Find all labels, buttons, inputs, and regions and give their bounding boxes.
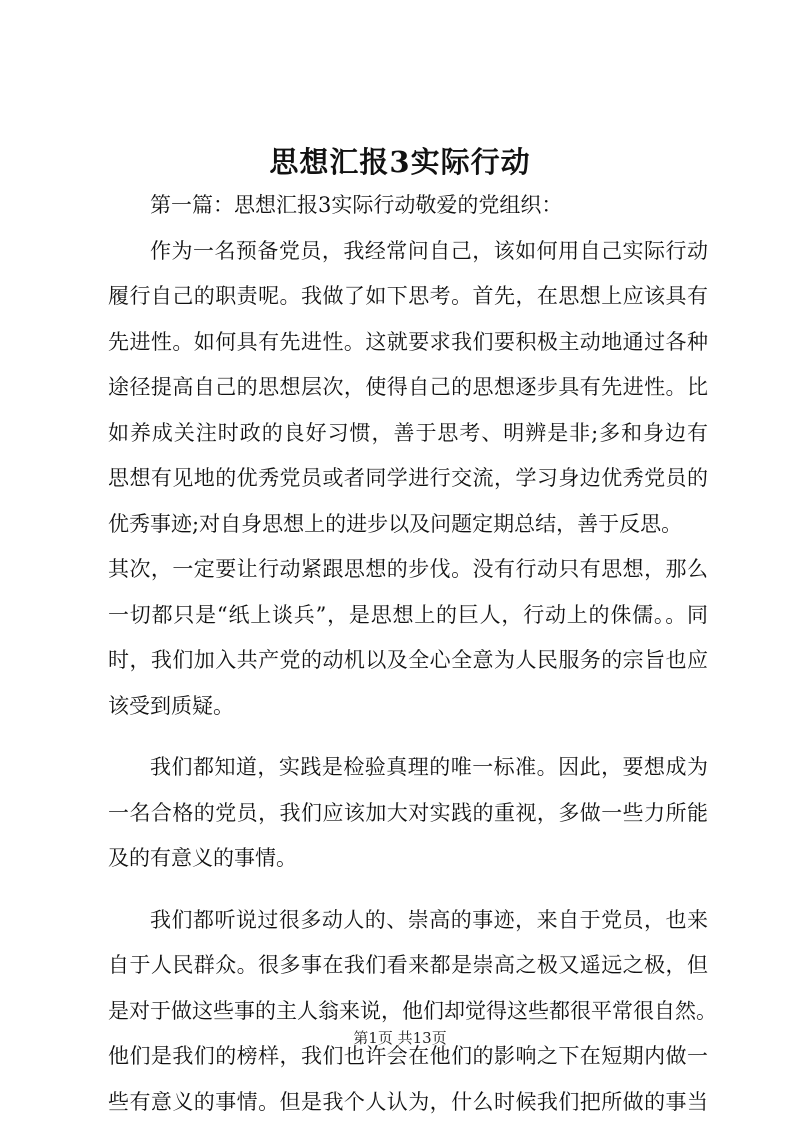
text-line: 第一篇：思想汇报3实际行动敬爱的党组织： <box>150 193 563 217</box>
text-line: 一名合格的党员，我们应该加大对实践的重视，多做一些力所能 <box>108 800 708 825</box>
paragraph-gap <box>108 882 708 898</box>
text-line: 如养成关注时政的良好习惯，善于思考、明辨是非;多和身边有 <box>108 420 708 445</box>
document-title: 思想汇报3实际行动 <box>269 145 531 179</box>
paragraph-gap <box>108 729 708 745</box>
text-line: 其次，一定要让行动紧跟思想的步伐。没有行动只有思想，那么 <box>108 557 708 581</box>
page-number-footer: 第1页 共13页 <box>353 1029 447 1047</box>
text-line: 是对于做这些事的主人翁来说，他们却觉得这些都很平常很自然。 <box>108 998 717 1023</box>
text-line: 他们是我们的榜样，我们也许会在他们的影响之下在短期内做一 <box>108 1044 708 1068</box>
text-line: 思想有见地的优秀党员或者同学进行交流，学习身边优秀党员的 <box>108 466 708 490</box>
text-line: 我们都听说过很多动人的、崇高的事迹，来自于党员，也来 <box>150 907 708 932</box>
text-line: 一切都只是“纸上谈兵”，是思想上的巨人，行动上的侏儒。。同 <box>108 602 708 627</box>
document-body <box>108 183 717 1125</box>
text-line: 及的有意义的事情。 <box>108 846 297 870</box>
text-line: 优秀事迹;对自身思想上的进步以及问题定期总结，善于反思。 <box>108 511 683 536</box>
text-line: 先进性。如何具有先进性。这就要求我们要积极主动地通过各种 <box>108 329 708 354</box>
text-line: 作为一名预备党员，我经常问自己，该如何用自己实际行动 <box>150 238 708 263</box>
text-line: 该受到质疑。 <box>108 693 234 718</box>
text-line: 我们都知道，实践是检验真理的唯一标准。因此，要想成为 <box>150 755 708 779</box>
text-line: 时，我们加入共产党的动机以及全心全意为人民服务的宗旨也应 <box>108 648 708 672</box>
text-line: 履行自己的职责呢。我做了如下思考。首先，在思想上应该具有 <box>108 284 708 308</box>
text-line: 些有意义的事情。但是我个人认为，什么时候我们把所做的事当 <box>108 1089 708 1114</box>
text-line: 途径提高自己的思想层次，使得自己的思想逐步具有先进性。比 <box>108 375 708 399</box>
text-line: 自于人民群众。很多事在我们看来都是崇高之极又遥远之极，但 <box>108 953 708 977</box>
